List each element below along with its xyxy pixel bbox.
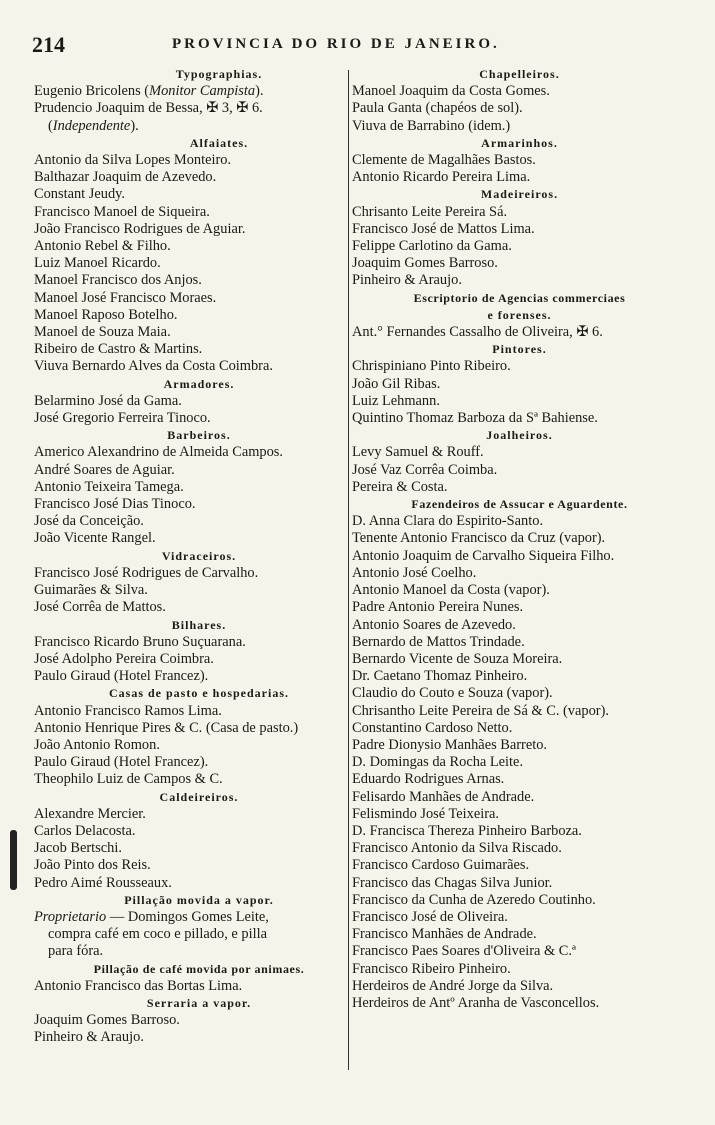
list-item: Ribeiro de Castro & Martins. (34, 341, 203, 358)
list-item: Prudencio Joaquim de Bessa, ✠ 3, ✠ 6. (34, 100, 263, 117)
list-item: Dr. Caetano Thomaz Pinheiro. (352, 668, 528, 685)
list-item: Padre Antonio Pereira Nunes. (352, 599, 524, 616)
section-heading: Madeireiros. (480, 187, 559, 202)
left-column (34, 66, 364, 1047)
section-list (352, 444, 687, 496)
section-heading: Armarinhos. (481, 135, 558, 150)
section-heading-cont: e forenses. (487, 307, 552, 322)
section-heading: Chapelleiros. (479, 67, 560, 81)
section-heading: Caldeireiros. (159, 789, 239, 804)
entry-text: — Domingos Gomes Leite, (106, 908, 269, 925)
list-item: para fóra. (48, 943, 104, 960)
list-item: Guimarães & Silva. (34, 582, 148, 599)
section-heading: Typographias. (175, 67, 263, 81)
list-item: Eduardo Rodrigues Arnas. (352, 771, 505, 788)
running-title: PROVINCIA DO RIO DE JANEIRO. (172, 36, 500, 52)
section-heading: Armadores. (163, 376, 235, 391)
list-item: Theophilo Luiz de Campos & C. (34, 771, 223, 788)
list-item: Francisco José de Mattos Lima. (352, 220, 535, 237)
entry-text: ). (255, 83, 264, 100)
entry-italic: Independente (52, 117, 131, 134)
list-item: João Pinto dos Reis. (34, 857, 151, 874)
list-item: João Vicente Rangel. (34, 530, 156, 547)
section-list (352, 83, 687, 135)
list-item: Francisco José Rodrigues de Carvalho. (34, 564, 259, 581)
list-item: Chrisantho Leite Pereira de Sá & C. (vapor). (352, 702, 609, 719)
list-item: Alexandre Mercier. (34, 805, 146, 822)
list-item: Claudio do Couto e Souza (vapor). (352, 685, 553, 702)
section-list (34, 634, 364, 686)
section-list (352, 204, 687, 290)
right-column (352, 66, 687, 1012)
list-item: D. Anna Clara do Espirito-Santo. (352, 513, 544, 530)
section-heading: Joalheiros. (486, 428, 553, 443)
list-item: Francisco José de Oliveira. (352, 908, 508, 925)
list-item: Pinheiro & Araujo. (352, 272, 462, 289)
list-item: Pedro Aimé Rousseaux. (34, 874, 172, 891)
section-list (34, 806, 364, 892)
entry-text: ). (130, 117, 139, 134)
list-item: José Corrêa de Mattos. (34, 599, 166, 616)
list-item: Clemente de Magalhães Bastos. (352, 152, 536, 169)
section-heading: Casas de pasto e hospedarias. (108, 686, 290, 701)
list-item: Paulo Giraud (Hotel Francez). (34, 668, 209, 685)
list-item: Herdeiros de André Jorge da Silva. (352, 977, 554, 994)
list-item: Francisco Antonio da Silva Riscado. (352, 840, 562, 857)
section-heading: Alfaiates. (189, 135, 249, 150)
list-item: Francisco Ribeiro Pinheiro. (352, 960, 511, 977)
list-item: Chrisanto Leite Pereira Sá. (352, 203, 508, 220)
list-item: Tenente Antonio Francisco da Cruz (vapor). (352, 530, 606, 547)
list-item: Antonio José Coelho. (352, 564, 477, 581)
entry-italic: Proprietario (34, 908, 107, 925)
list-item: Belarmino José da Gama. (34, 392, 182, 409)
list-item: Antonio da Silva Lopes Monteiro. (34, 152, 232, 169)
list-item: Carlos Delacosta. (34, 822, 136, 839)
section-list (34, 393, 364, 427)
list-item: Joaquim Gomes Barroso. (34, 1012, 180, 1029)
list-item: José Gregorio Ferreira Tinoco. (34, 410, 211, 427)
list-item: Antonio Joaquim de Carvalho Siqueira Filho. (352, 547, 615, 564)
section-list (34, 152, 364, 376)
list-item: Constant Jeudy. (34, 186, 126, 203)
section-heading: Pillação de café movida por animaes. (93, 961, 305, 976)
list-item: José Vaz Corrêa Coimba. (352, 461, 498, 478)
list-item: Bernardo de Mattos Trindade. (352, 633, 525, 650)
list-item: compra café em coco e pillado, e pilla (48, 926, 267, 943)
section-list (34, 703, 364, 789)
list-item: D. Francisca Thereza Pinheiro Barboza. (352, 822, 582, 839)
list-item: Joaquim Gomes Barroso. (352, 255, 498, 272)
page-number: 214 (32, 32, 65, 57)
section-heading: Serraria a vapor. (146, 995, 252, 1010)
list-item: Pinheiro & Araujo. (34, 1029, 144, 1046)
page-header (32, 32, 685, 60)
list-item: Viuva de Barrabino (idem.) (352, 117, 511, 134)
list-item: Felippe Carlotino da Gama. (352, 238, 512, 255)
list-item: Luiz Manoel Ricardo. (34, 255, 161, 272)
list-item: Francisco José Dias Tinoco. (34, 496, 196, 513)
list-item: Francisco Cardoso Guimarães. (352, 857, 530, 874)
list-item: Antonio Soares de Azevedo. (352, 616, 516, 633)
section-list (34, 444, 364, 547)
ink-blot (10, 830, 17, 890)
list-item: Francisco da Cunha de Azeredo Coutinho. (352, 891, 596, 908)
list-item: José Adolpho Pereira Coimbra. (34, 650, 214, 667)
list-item: Antonio Francisco Ramos Lima. (34, 702, 222, 719)
section-list (34, 1012, 364, 1046)
section-heading: Barbeiros. (167, 428, 231, 443)
list-item: Viuva Bernardo Alves da Costa Coimbra. (34, 358, 273, 375)
list-item: Antonio Manoel da Costa (vapor). (352, 582, 550, 599)
list-item: Felisardo Manhães de Andrade. (352, 788, 535, 805)
list-item: Antonio Henrique Pires & C. (Casa de pasto.) (34, 719, 299, 736)
list-item: Manoel de Souza Maia. (34, 324, 171, 341)
list-item: Antonio Rebel & Filho. (34, 238, 171, 255)
list-item: Antonio Francisco das Bortas Lima. (34, 977, 243, 994)
section-heading: Escriptorio de Agencias commerciaes (413, 290, 626, 305)
list-item: André Soares de Aguiar. (34, 461, 175, 478)
list-item: Paulo Giraud (Hotel Francez). (34, 754, 209, 771)
list-item: Ant.° Fernandes Cassalho de Oliveira, ✠ 6. (352, 324, 603, 341)
list-item: Constantino Cardoso Netto. (352, 719, 513, 736)
list-item: Felismindo José Teixeira. (352, 805, 500, 822)
list-item: Manoel Francisco dos Anjos. (34, 272, 202, 289)
list-item: Pereira & Costa. (352, 478, 448, 495)
section-list (352, 324, 687, 341)
section-list (352, 152, 687, 186)
section-heading: Fazendeiros de Assucar e Aguardente. (411, 497, 628, 512)
list-item: Levy Samuel & Rouff. (352, 444, 484, 461)
list-item (34, 909, 364, 926)
entry-text: Eugenio Bricolens ( (34, 83, 150, 100)
list-item: Manoel José Francisco Moraes. (34, 289, 217, 306)
section-heading: Pintores. (492, 342, 547, 357)
section-list (34, 565, 364, 617)
list-item: Manoel Joaquim da Costa Gomes. (352, 83, 550, 100)
section-heading: Pillação movida a vapor. (124, 892, 274, 907)
list-item: Paula Ganta (chapéos de sol). (352, 100, 523, 117)
list-item: Luiz Lehmann. (352, 392, 440, 409)
list-item: Francisco das Chagas Silva Junior. (352, 874, 553, 891)
section-list (34, 978, 364, 995)
list-item: Bernardo Vicente de Souza Moreira. (352, 650, 563, 667)
list-item: Padre Dionysio Manhães Barreto. (352, 736, 548, 753)
list-item: Francisco Manhães de Andrade. (352, 926, 537, 943)
entry-text: ( (48, 117, 53, 134)
list-item: Chrispiniano Pinto Ribeiro. (352, 358, 511, 375)
list-item: Americo Alexandrino de Almeida Campos. (34, 444, 283, 461)
list-item: Herdeiros de Antº Aranha de Vasconcellos. (352, 994, 600, 1011)
list-item: José da Conceição. (34, 513, 144, 530)
list-item: João Gil Ribas. (352, 375, 441, 392)
list-item: Francisco Ricardo Bruno Suçuarana. (34, 633, 246, 650)
list-item: Quintino Thomaz Barboza da Sª Bahiense. (352, 410, 598, 427)
entry-italic: Monitor Campista (149, 83, 256, 100)
list-item: Manoel Raposo Botelho. (34, 306, 178, 323)
section-heading: Vidraceiros. (161, 548, 237, 563)
list-item: João Antonio Romon. (34, 736, 160, 753)
list-item (34, 118, 364, 135)
list-item: Francisco Paes Soares d'Oliveira & C.ª (352, 943, 576, 960)
list-item: João Francisco Rodrigues de Aguiar. (34, 220, 246, 237)
section-heading: Bilhares. (171, 617, 227, 632)
list-item: Francisco Manoel de Siqueira. (34, 203, 210, 220)
section-list (352, 358, 687, 427)
list-item (34, 83, 364, 100)
list-item: Antonio Ricardo Pereira Lima. (352, 169, 531, 186)
list-item: Antonio Teixeira Tamega. (34, 478, 184, 495)
section-list (352, 513, 687, 1012)
list-item: Jacob Bertschi. (34, 840, 122, 857)
list-item: D. Domingas da Rocha Leite. (352, 754, 524, 771)
list-item: Balthazar Joaquim de Azevedo. (34, 169, 217, 186)
